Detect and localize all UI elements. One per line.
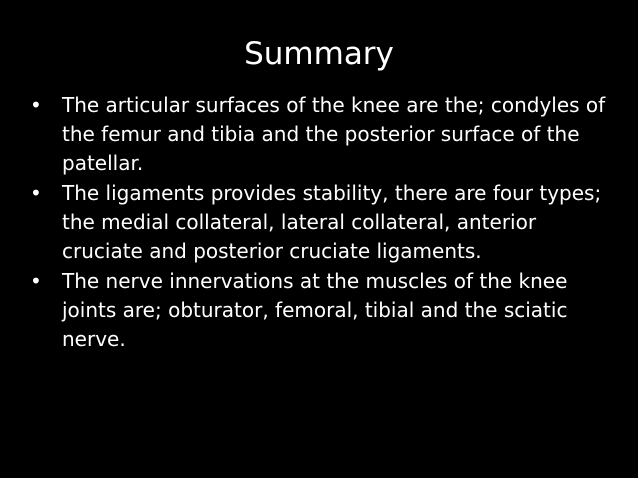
bullet-item-articular-surfaces: [26, 91, 616, 178]
bullet-text: The nerve innervations at the muscles of the knee joints are; obturator, femoral, tibial and the sciatic nerve.: [62, 269, 568, 351]
bullet-icon: •: [30, 181, 42, 205]
bullet-text: The articular surfaces of the knee are the; condyles of the femur and tibia and the posterior surface of the patellar.: [62, 93, 606, 175]
bullet-icon: •: [30, 269, 42, 293]
slide-title: Summary: [244, 36, 394, 72]
bullet-icon: •: [30, 93, 42, 117]
bullet-item-ligaments: [26, 179, 616, 266]
bullet-item-nerve-innervations: [26, 267, 616, 354]
bullet-list: [26, 91, 616, 355]
bullet-text: The ligaments provides stability, there are four types; the medial collateral, lateral collateral, anterior cruciate and posterior cruciate ligaments.: [62, 181, 602, 263]
